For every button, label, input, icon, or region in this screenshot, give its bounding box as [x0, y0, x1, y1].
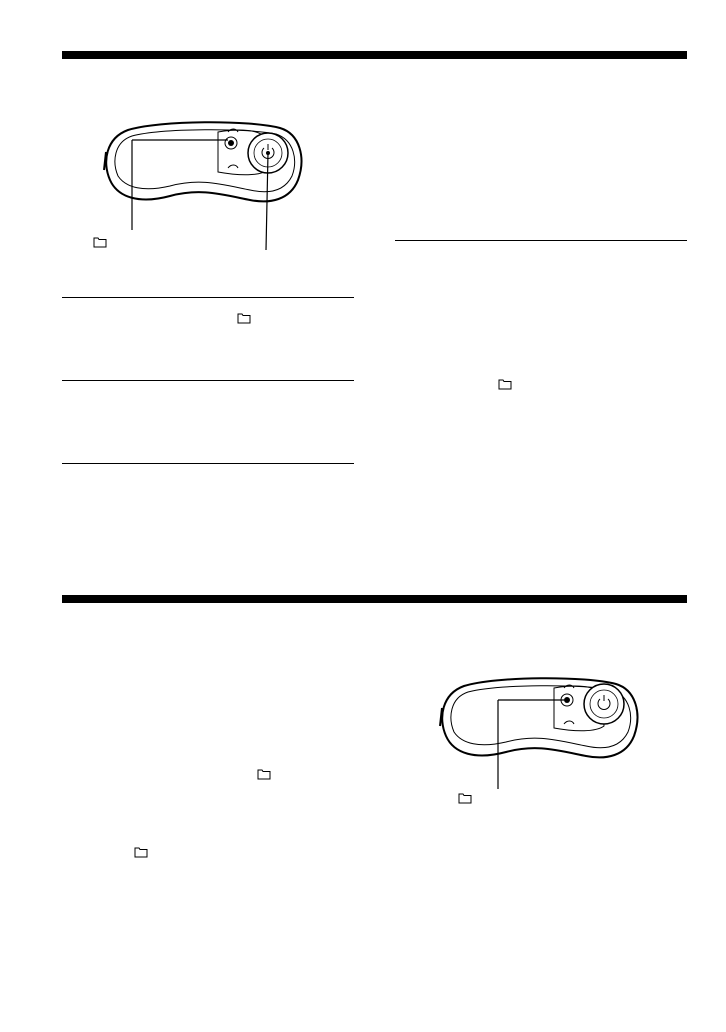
divider-right-1	[395, 240, 687, 241]
player-device-icon	[100, 118, 310, 258]
folder-icon	[458, 792, 472, 804]
device-illustration-top	[100, 118, 310, 258]
folder-icon	[93, 236, 107, 248]
device-illustration-bottom	[436, 674, 646, 804]
player-device-icon	[436, 674, 646, 804]
divider-left-3	[62, 463, 354, 464]
divider-left-1	[62, 297, 354, 298]
folder-icon	[237, 312, 251, 324]
folder-icon	[134, 846, 148, 858]
section-heading-bar-top	[62, 51, 687, 59]
folder-icon	[498, 378, 512, 390]
section-heading-bar-bottom	[62, 595, 687, 603]
divider-left-2	[62, 380, 354, 381]
folder-icon	[257, 768, 271, 780]
